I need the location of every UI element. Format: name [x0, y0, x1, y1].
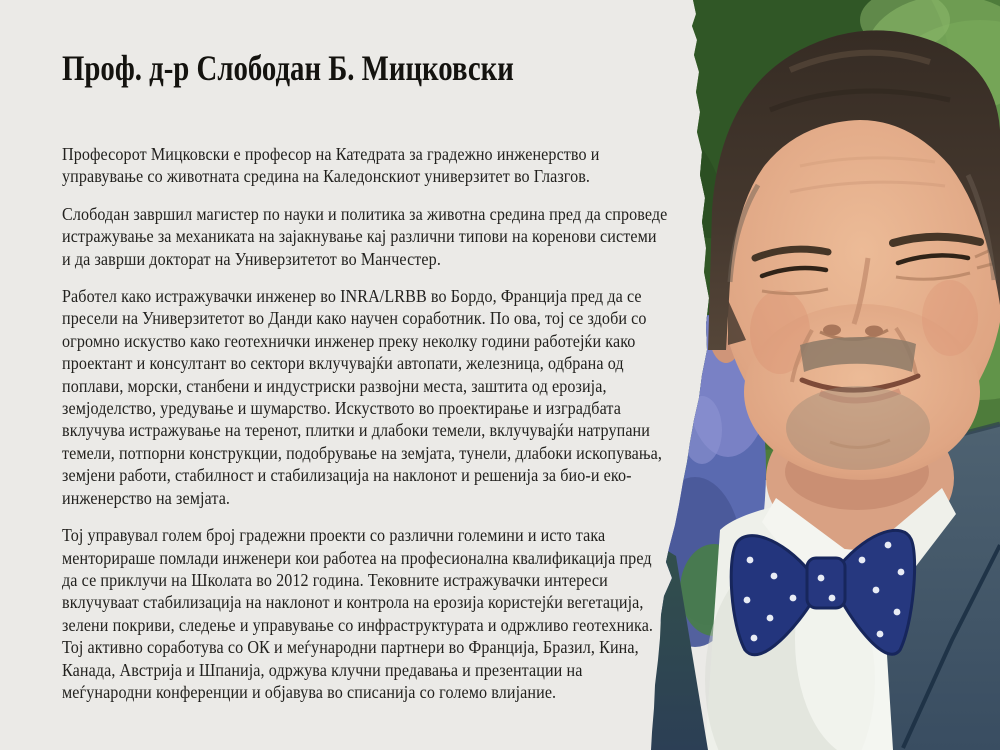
bio-paragraph-1: Професорот Мицковски е професор на Катедрата за градежно инженерство и управување со животната средина на Каледонскиот универзитет во Глазгов.: [62, 144, 600, 187]
bio-paragraph-2: Слободан завршил магистер по науки и политика за животна средина пред да спроведе истражување за механиката на зајакнување кај различни типови на коренови системи и да заврши докторат на Универзитетот во Манчестер.: [62, 203, 668, 269]
page-title: Проф. д-р Слободан Б. Мицковски: [62, 48, 514, 88]
bio-paragraph-4: Тој управувал голем број градежни проекти со различни големини и исто така менторираше помлади инженери кои работеа на професионална квалификација пред да се приклучи на Школата во 2012 година. Тековните истражувачки интереси вклучуваат стабилизација на наклонот и контрола на ерозија користејќи вегетација, зелени покриви, следење и управување со инфраструктурата и одржливо геотехника. Тој активно соработува со ОК и меѓународни партнери во Франција, Бразил, Кина, Канада, Австрија и Шпанија, одржува клучни предавања и презентации на меѓународни конференции и објавува во списанија со големо влијание.: [62, 525, 654, 702]
bio-paragraph-3: Работел како истражувачки инженер во INRA/LRBB во Бордо, Франција пред да се пресели на Универзитетот во Данди како научен соработник. По ова, тој се здоби со огромно искуство како геотехнички инженер преку неколку години работејќи како проектант и консултант во сектори вклучувајќи автопати, железница, одбрана од поплави, морски, станбени и индустриски развојни места, заштита од ерозија, земјоделство, уредување и шумарство. Искуството во проектирање и изградбата вклучува истражување на теренот, плитки и длабоки темели, вклучувајќи натрупани темели, потпорни конструкции, подобрување на земјата, тунели, длабоки ископувања, земјени работи, стабилност и стабилизација на наклонот и решенија за био-и еко-инженерство на земјата.: [62, 286, 663, 508]
bio-text-column: [62, 46, 742, 718]
